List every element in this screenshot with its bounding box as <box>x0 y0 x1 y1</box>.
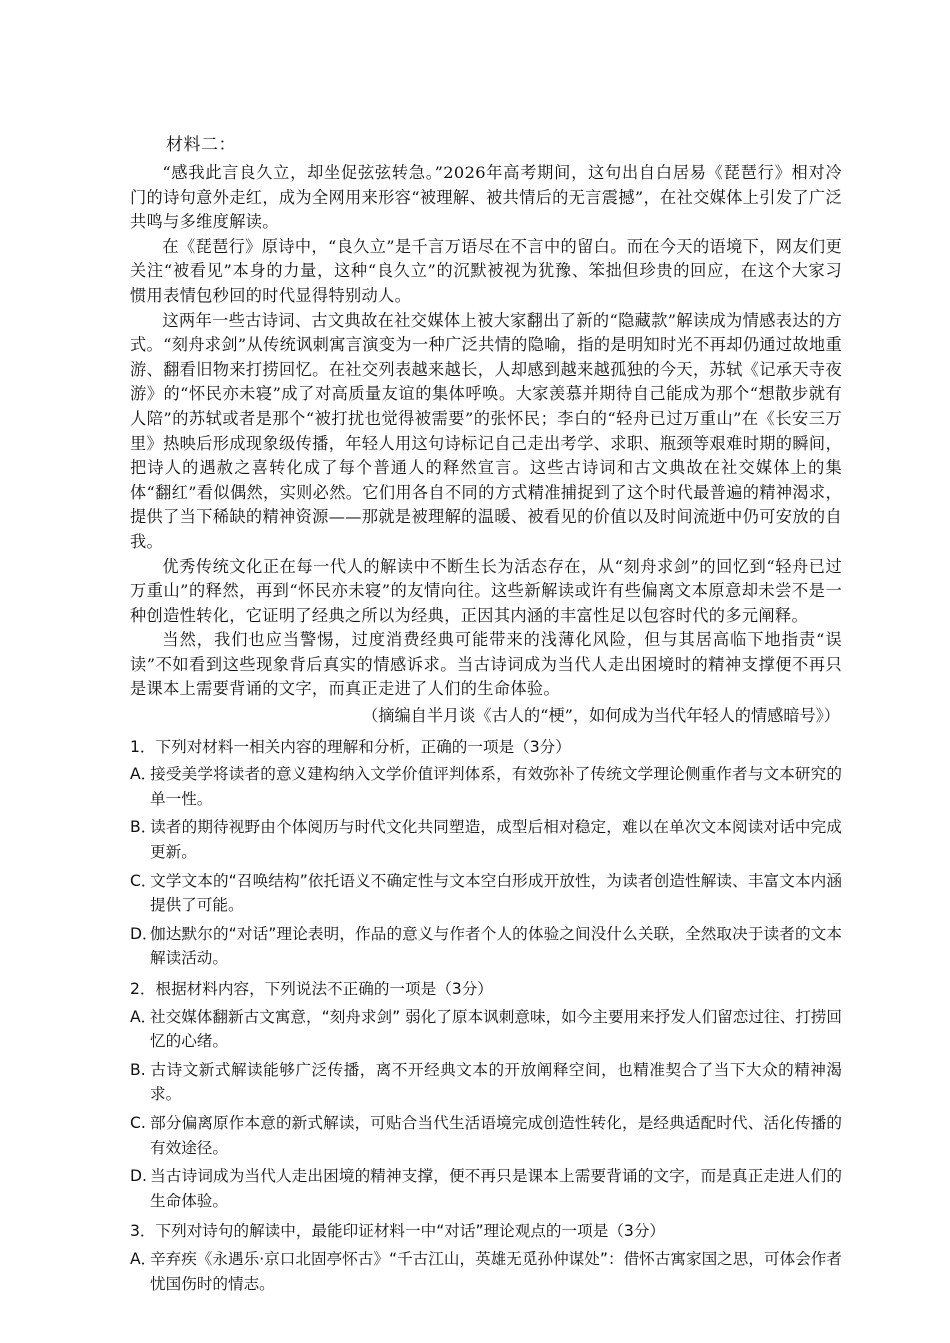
question-stem: 3．下列对诗句的解读中，最能印证材料一中“对话”理论观点的一项是（3分） <box>130 1222 666 1241</box>
paragraph-5: 当然，我们也应当警惕，过度消费经典可能带来的浅薄化风险，但与其居高临下地指责“误读”不如看到这些现象背后真实的情感诉求。当古诗词成为当代人走出困境时的精神支撑便不再只是课本上需要背诵的文字，而真正走进了人们的生命体验。 <box>130 630 842 699</box>
paragraph-3: 这两年一些古诗词、古文典故在社交媒体上被大家翻出了新的“隐藏款”解读成为情感表达的方式。“刻舟求剑”从传统讽刺寓言演变为一种广泛共情的隐喻，指的是明知时光不再却仍通过故地重游、翻看旧物来打捞回忆。在社交列表越来越长，人却感到越来越孤独的今天，苏轼《记承天寺夜游》的“怀民亦未寝”成了对高质量友谊的集体呼唤。大家羡慕并期待自己能成为那个“想散步就有人陪”的苏轼或者是那个“被打扰也觉得被需要”的张怀民；李白的“轻舟已过万重山”在《长安三万里》热映后形成现象级传播，年轻人用这句诗标记自己走出考学、求职、瓶颈等艰难时期的瞬间，把诗人的遇赦之喜转化成了每个普通人的释然宣言。这些古诗词和古文典故在社交媒体上的集体“翻红”看似偶然，实则必然。它们用各自不同的方式精准捕捉到了这个时代最普遍的精神渴求，提供了当下稀缺的精神资源——那就是被理解的温暖、被看见的价值以及时间流逝中仍可安放的自我。 <box>130 310 842 551</box>
option-letter: C． <box>130 871 157 890</box>
option-text: 伽达默尔的“对话”理论表明，作品的意义与作者个人的体验之间没什么关联，全然取决于读者的文本解读活动。 <box>150 924 842 968</box>
option-text: 部分偏离原作本意的新式解读，可贴合当代生活语境完成创造性转化，是经典适配时代、活化传播的有效途径。 <box>150 1113 842 1157</box>
option-letter: A． <box>130 1249 157 1268</box>
option-b <box>130 815 842 864</box>
paragraph-1: “感我此言良久立，却坐促弦弦转急。”2026年高考期间，这句出自白居易《琵琶行》相对冷门的诗句意外走红，成为全网用来形容“被理解、被共情后的无言震撼”，在社交媒体上引发了广泛共鸣与多维度解读。 <box>130 163 842 232</box>
option-letter: A． <box>130 765 157 784</box>
option-d <box>130 922 842 971</box>
option-letter: B. <box>130 1060 146 1079</box>
option-a <box>130 762 842 811</box>
option-b <box>130 1058 842 1107</box>
paragraph-4: 优秀传统文化正在每一代人的解读中不断生长为活态存在，从“刻舟求剑”的回忆到“轻舟已过万重山”的释然，再到“怀民亦未寝”的友情向往。这些新解读或许有些偏离文本原意却未尝不是一种创造性转化，它证明了经典之所以为经典，正因其内涵的丰富性足以包容时代的多元阐释。 <box>130 556 842 625</box>
paragraph-2: 在《琵琶行》原诗中，“良久立”是千言万语尽在不言中的留白。而在今天的语境下，网友们更关注“被看见”本身的力量，这种“良久立”的沉默被视为犹豫、笨拙但珍贵的回应，在这个大家习惯用表情包秒回的时代显得特别动人。 <box>130 236 842 305</box>
source-citation: （摘编自半月谈《古人的“梗”，如何成为当代年轻人的情感暗号》） <box>362 706 840 726</box>
option-a <box>130 1005 842 1054</box>
option-text: 接受美学将读者的意义建构纳入文学价值评判体系，有效弥补了传统文学理论侧重作者与文本研究的单一性。 <box>150 765 842 808</box>
option-d <box>130 1164 842 1213</box>
option-letter: A． <box>130 1007 157 1026</box>
option-text: 文学文本的“召唤结构”依托语义不确定性与文本空白形成开放性，为读者创造性解读、丰富文本内涵提供了可能。 <box>150 871 842 915</box>
material-heading: 材料二： <box>166 135 236 155</box>
question-3 <box>130 1219 842 1296</box>
option-c <box>130 1111 842 1160</box>
option-letter: D. <box>130 1167 147 1186</box>
option-text: 社交媒体翻新古文寓意，“刻舟求剑” 弱化了原本讽刺意味，如今主要用来抒发人们留恋过往、打捞回忆的心绪。 <box>150 1007 842 1051</box>
option-text: 辛弃疾《永遇乐·京口北固亭怀古》“千古江山，英雄无觅孙仲谋处”：借怀古寓家国之思，可体会作者忧国伤时的情志。 <box>150 1249 842 1293</box>
option-c <box>130 869 842 918</box>
option-a <box>130 1247 842 1296</box>
option-text: 当古诗词成为当代人走出困境的精神支撑，便不再只是课本上需要背诵的文字，而是真正走进人们的生命体验。 <box>150 1167 842 1210</box>
option-letter: D． <box>130 924 158 943</box>
question-stem: 1．下列对材料一相关内容的理解和分析，正确的一项是（3分） <box>130 737 571 756</box>
reading-section <box>130 133 842 1300</box>
question-stem: 2．根据材料内容，下列说法不正确的一项是（3分） <box>130 980 493 998</box>
option-text: 读者的期待视野由个体阅历与时代文化共同塑造，成型后相对稳定，难以在单次文本阅读对话中完成更新。 <box>150 818 842 862</box>
option-letter: C. <box>130 1113 146 1132</box>
option-text: 古诗文新式解读能够广泛传播，离不开经典文本的开放阐释空间，也精准契合了当下大众的精神渴求。 <box>150 1060 842 1104</box>
question-1 <box>130 735 842 971</box>
question-2 <box>130 977 842 1213</box>
option-letter: B． <box>130 818 157 837</box>
